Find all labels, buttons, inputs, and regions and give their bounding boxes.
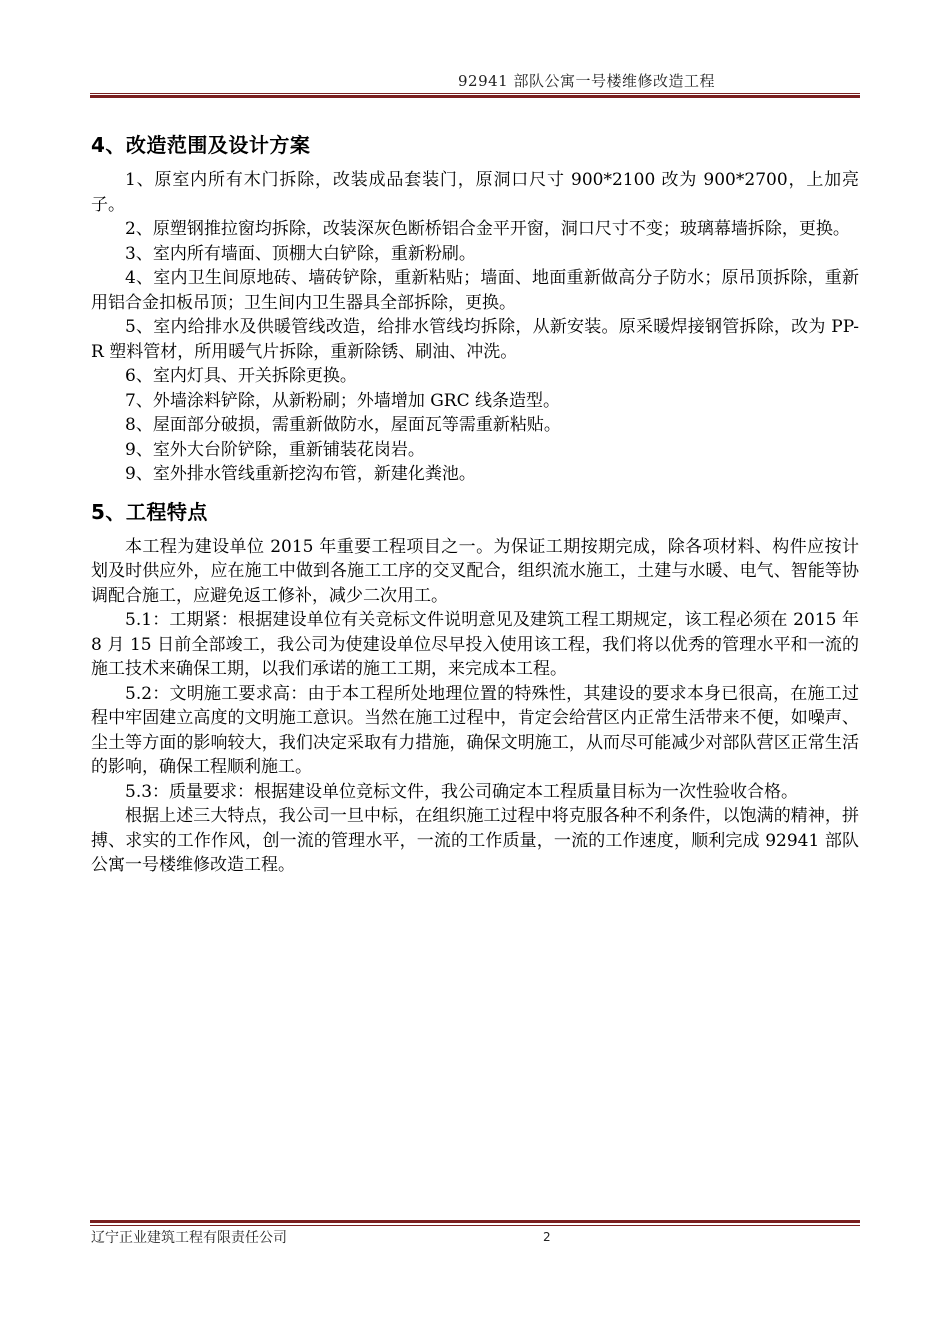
section-5-paragraph: 根据上述三大特点，我公司一旦中标，在组织施工过程中将克服各种不利条件，以饱满的精神，拼搏、求实的工作作风，创一流的管理水平，一流的工作质量，一流的工作速度，顺利完成 92941 部队公寓一号楼维修改造工程。	[91, 806, 859, 875]
section-4-item: 4、室内卫生间原地砖、墙砖铲除，重新粘贴；墙面、地面重新做高分子防水；原吊顶拆除，重新用铝合金扣板吊顶；卫生间内卫生器具全部拆除，更换。	[91, 268, 859, 313]
section-4-heading: 4、改造范围及设计方案	[91, 133, 311, 157]
section-5-paragraph: 5.1：工期紧：根据建设单位有关竞标文件说明意见及建筑工程工期规定，该工程必须在 2015 年 8 月 15 日前全部竣工，我公司为使建设单位尽早投入使用该工程，我们将以优秀的管理水平和一流的施工技术来确保工期，以我们承诺的施工工期，来完成本工程。	[91, 610, 859, 679]
footer-rule-thick	[90, 1220, 860, 1223]
footer-rule-thin	[90, 1225, 860, 1226]
section-5-paragraph: 5.3：质量要求：根据建设单位竞标文件，我公司确定本工程质量目标为一次性验收合格。	[125, 781, 799, 802]
section-4-item: 7、外墙涂料铲除，从新粉刷；外墙增加 GRC 线条造型。	[125, 390, 561, 411]
section-5-heading: 5、工程特点	[91, 499, 208, 524]
page-number: 2	[543, 1230, 551, 1244]
section-5-body	[91, 535, 859, 878]
section-5-paragraph: 5.2：文明施工要求高：由于本工程所处地理位置的特殊性，其建设的要求本身已很高，在施工过程中牢固建立高度的文明施工意识。当然在施工过程中，肯定会给营区内正常生活带来不便，如噪声、尘土等方面的影响较大，我们决定采取有力措施，确保文明施工，从而尽可能减少对部队营区正常生活的影响，确保工程顺利施工。	[91, 683, 859, 777]
section-4-item: 6、室内灯具、开关拆除更换。	[125, 366, 357, 386]
section-4-list	[91, 168, 859, 487]
section-4-item: 8、屋面部分破损，需重新做防水，屋面瓦等需重新粘贴。	[125, 415, 561, 435]
footer-company: 辽宁正业建筑工程有限责任公司	[91, 1230, 287, 1246]
header-rule-thick	[90, 95, 860, 98]
section-4-item: 9、室外排水管线重新挖沟布管，新建化粪池。	[125, 464, 476, 484]
section-4-item: 5、室内给排水及供暖管线改造，给排水管线均拆除，从新安装。原采暖焊接钢管拆除，改为 PP-R 塑料管材，所用暖气片拆除，重新除锈、刷油、冲洗。	[91, 317, 859, 362]
section-4-item: 9、室外大台阶铲除，重新铺装花岗岩。	[125, 439, 425, 460]
section-4-item: 1、原室内所有木门拆除，改装成品套装门，原洞口尺寸 900*2100 改为 900*2700，上加亮子。	[91, 170, 859, 215]
header-title: 92941 部队公寓一号楼维修改造工程	[458, 72, 715, 90]
header-rule-thin	[90, 93, 860, 94]
page-body	[91, 130, 859, 878]
section-4-item: 3、室内所有墙面、顶棚大白铲除，重新粉刷。	[125, 243, 476, 264]
section-5-paragraph: 本工程为建设单位 2015 年重要工程项目之一。为保证工期按期完成，除各项材料、构件应按计划及时供应外，应在施工中做到各施工工序的交叉配合，组织流水施工，土建与水暖、电气、智能等协调配合施工，应避免返工修补，减少二次用工。	[91, 536, 859, 606]
section-4-item: 2、原塑钢推拉窗均拆除，改装深灰色断桥铝合金平开窗，洞口尺寸不变；玻璃幕墙拆除，更换。	[125, 219, 850, 239]
